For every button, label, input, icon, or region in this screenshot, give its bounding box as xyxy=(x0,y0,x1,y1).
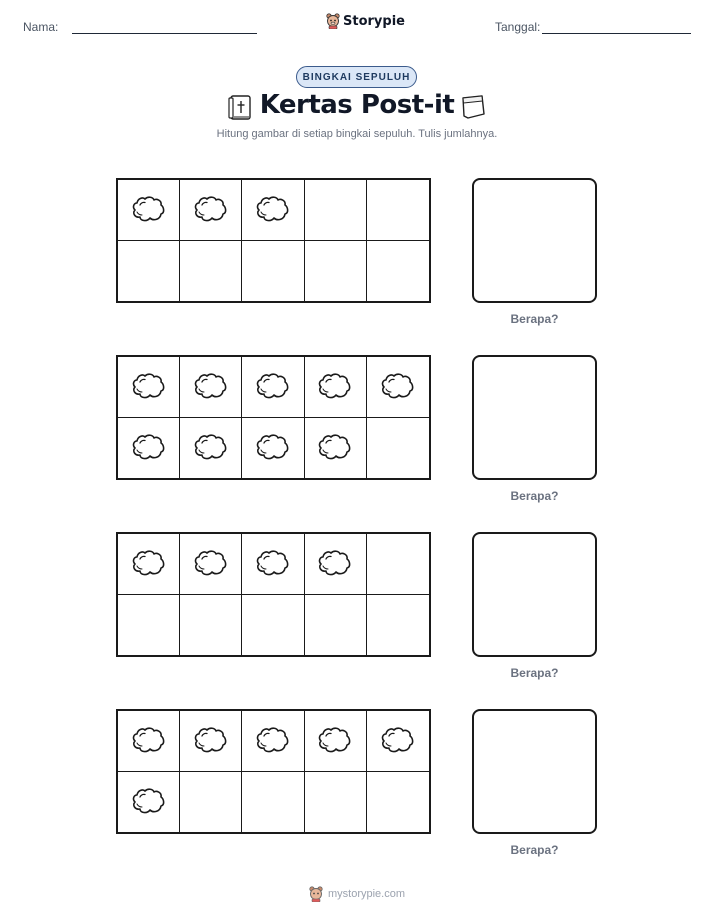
ten-frame-cell xyxy=(305,180,367,241)
post-it-blob-icon xyxy=(253,195,293,225)
storypie-mascot-icon xyxy=(326,13,340,29)
answer-box[interactable] xyxy=(472,532,597,657)
answer-box[interactable] xyxy=(472,178,597,303)
post-it-blob-icon xyxy=(315,726,355,756)
category-badge: BINGKAI SEPULUH xyxy=(296,66,417,88)
brand-name: Storypie xyxy=(343,13,405,29)
ten-frame-cell xyxy=(118,534,180,595)
ten-frame-cell xyxy=(367,180,429,241)
name-line[interactable] xyxy=(72,33,257,34)
ten-frame-cell xyxy=(242,772,304,833)
ten-frame-cell xyxy=(180,357,242,418)
ten-frame-cell xyxy=(118,772,180,833)
ten-frame-cell xyxy=(180,772,242,833)
instructions: Hitung gambar di setiap bingkai sepuluh. Tulis jumlahnya. xyxy=(216,128,498,140)
footer-url: mystorypie.com xyxy=(327,888,406,900)
post-it-blob-icon xyxy=(129,787,169,817)
post-it-blob-icon xyxy=(191,195,231,225)
ten-frame-cell xyxy=(242,711,304,772)
ten-frame-cell xyxy=(118,595,180,656)
ten-frame-cell xyxy=(367,595,429,656)
name-label: Nama: xyxy=(23,20,59,34)
ten-frame-cell xyxy=(180,418,242,479)
ten-frame-cell xyxy=(118,711,180,772)
storypie-mascot-icon xyxy=(309,886,323,902)
ten-frame-cell xyxy=(242,418,304,479)
post-it-blob-icon xyxy=(191,433,231,463)
post-it-blob-icon xyxy=(129,726,169,756)
ten-frame-cell xyxy=(242,241,304,302)
post-it-blob-icon xyxy=(315,372,355,402)
post-it-blob-icon xyxy=(129,372,169,402)
ten-frame-cell xyxy=(118,241,180,302)
post-it-blob-icon xyxy=(253,726,293,756)
ten-frame-cell xyxy=(305,595,367,656)
ten-frame xyxy=(116,709,431,834)
ten-frame-cell xyxy=(242,595,304,656)
ten-frame-cell xyxy=(305,241,367,302)
date-line[interactable] xyxy=(542,33,691,34)
post-it-blob-icon xyxy=(378,372,418,402)
ten-frame-cell xyxy=(118,180,180,241)
post-it-blob-icon xyxy=(315,549,355,579)
ten-frame-cell xyxy=(367,534,429,595)
answer-prompt: Berapa? xyxy=(510,666,559,680)
post-it-blob-icon xyxy=(129,195,169,225)
ten-frame-cell xyxy=(242,180,304,241)
post-it-blob-icon xyxy=(378,726,418,756)
date-label: Tanggal: xyxy=(495,20,541,34)
post-it-blob-icon xyxy=(253,372,293,402)
ten-frame-cell xyxy=(305,534,367,595)
ten-frame-cell xyxy=(180,180,242,241)
ten-frame-cell xyxy=(180,534,242,595)
post-it-blob-icon xyxy=(129,549,169,579)
page-title: Kertas Post-it xyxy=(259,90,455,120)
ten-frame xyxy=(116,178,431,303)
ten-frame-cell xyxy=(180,595,242,656)
ten-frame-cell xyxy=(367,241,429,302)
answer-prompt: Berapa? xyxy=(510,312,559,326)
post-it-blob-icon xyxy=(129,433,169,463)
ten-frame-cell xyxy=(305,711,367,772)
ten-frame-cell xyxy=(367,711,429,772)
post-it-blob-icon xyxy=(191,726,231,756)
footer xyxy=(0,886,714,902)
ten-frame-cell xyxy=(367,418,429,479)
ten-frame xyxy=(116,355,431,480)
ten-frame xyxy=(116,532,431,657)
post-it-blob-icon xyxy=(253,433,293,463)
post-it-blob-icon xyxy=(253,549,293,579)
ten-frame-cell xyxy=(305,357,367,418)
post-it-blob-icon xyxy=(315,433,355,463)
ten-frame-cell xyxy=(180,241,242,302)
answer-box[interactable] xyxy=(472,709,597,834)
ten-frame-cell xyxy=(242,534,304,595)
ten-frame-cell xyxy=(305,418,367,479)
ten-frame-cell xyxy=(242,357,304,418)
post-it-blob-icon xyxy=(191,549,231,579)
brand-logo xyxy=(326,13,405,29)
post-it-blob-icon xyxy=(191,372,231,402)
ten-frame-cell xyxy=(180,711,242,772)
sticky-note-icon xyxy=(460,94,486,120)
ten-frame-cell xyxy=(305,772,367,833)
ten-frame-cell xyxy=(118,418,180,479)
ten-frame-cell xyxy=(118,357,180,418)
answer-box[interactable] xyxy=(472,355,597,480)
ten-frame-cell xyxy=(367,357,429,418)
ten-frame-cell xyxy=(367,772,429,833)
answer-prompt: Berapa? xyxy=(510,489,559,503)
answer-prompt: Berapa? xyxy=(510,843,559,857)
